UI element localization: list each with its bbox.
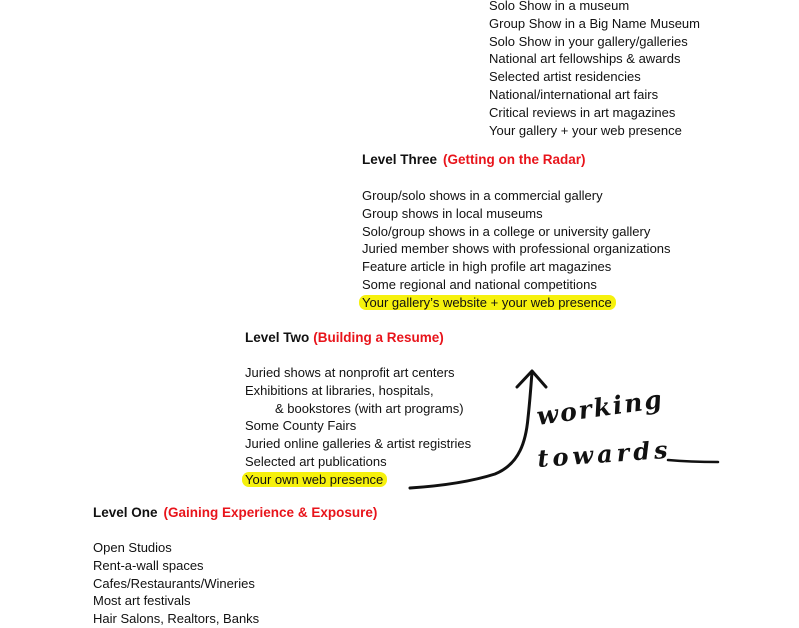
list-item: Solo Show in a museum [489,0,630,13]
list-item: Critical reviews in art magazines [489,104,676,120]
list-item: Some regional and national competitions [362,276,597,292]
list-item: Your gallery + your web presence [489,122,682,138]
highlighted-list-item: Your gallery’s website + your web presence [359,295,616,310]
level-one-title: Level One [93,505,158,520]
list-item: Group Show in a Big Name Museum [489,15,700,31]
list-item: Exhibitions at libraries, hospitals, [245,382,434,398]
list-item: Juried member shows with professional organizations [362,241,671,257]
level-three-title: Level Three [362,152,438,167]
list-item: National/international art fairs [489,86,659,102]
list-item: National art fellowships & awards [489,51,681,67]
list-item: Rent-a-wall spaces [93,557,204,573]
level-two-subtitle: (Building a Resume) [313,330,444,345]
list-item: Open Studios [93,540,172,555]
list-item: Juried online galleries & artist registries [245,436,472,452]
level-one-subtitle: (Gaining Experience & Exposure) [163,505,378,520]
highlighted-list-item: Your own web presence [242,472,387,487]
hand-drawn-arrow-icon [410,372,532,488]
level-three-subtitle: (Getting on the Radar) [443,152,586,167]
handwritten-line-working: working [534,384,666,431]
list-item: Some County Fairs [245,418,357,434]
list-item: Solo Show in your gallery/galleries [489,33,688,49]
list-item: Selected art publications [245,453,387,469]
list-item: & bookstores (with art programs) [275,400,464,416]
list-item: Group shows in local museums [362,205,543,221]
level-two-title: Level Two [245,330,310,345]
list-item: Most art festivals [93,593,191,609]
list-item: Selected artist residencies [489,69,641,85]
list-item: Cafes/Restaurants/Wineries [93,575,255,591]
list-item: Hair Salons, Realtors, Banks [93,611,260,627]
list-item: Solo/group shows in a college or university gallery [362,223,651,239]
towards-tail-stroke [668,460,718,462]
list-item: Juried shows at nonprofit art centers [245,365,455,380]
list-item: Feature article in high profile art magazines [362,259,612,275]
list-item: Group/solo shows in a commercial gallery [362,188,603,203]
handwritten-line-towards: towards [536,434,673,473]
